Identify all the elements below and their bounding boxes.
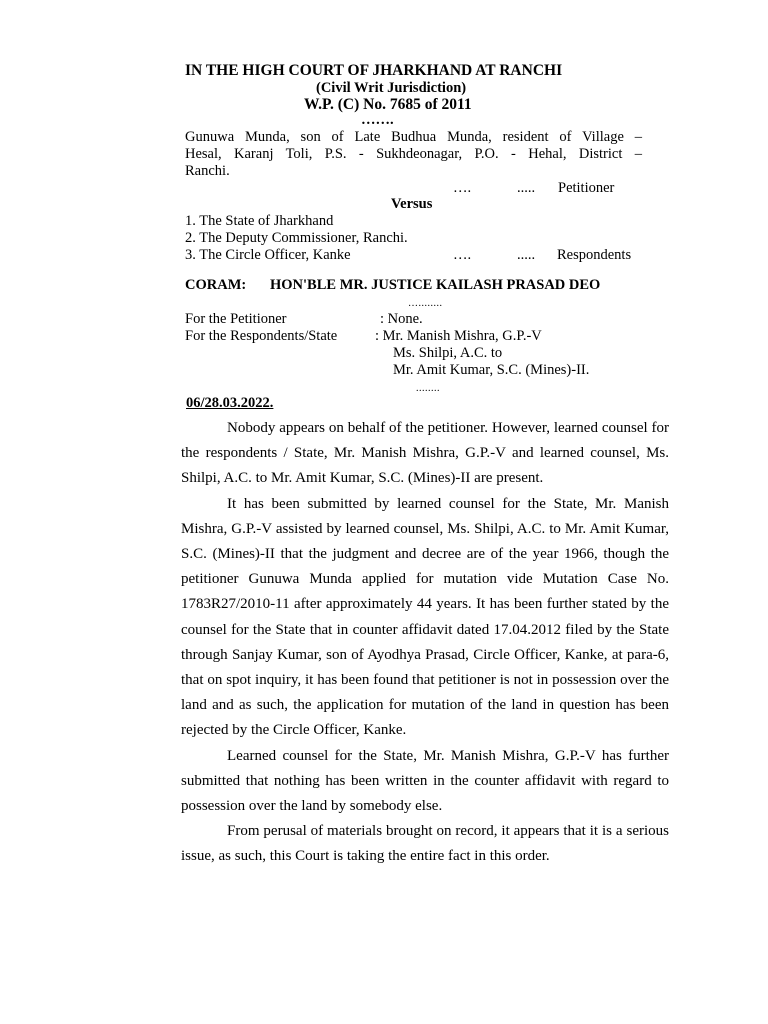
order-paragraph-1: Nobody appears on behalf of the petitioner. However, learned counsel for the respondents / State, Mr. Manish Mishra, G.P.-V and learned counsel, Ms. Shilpi, A.C. to Mr. Amit Kumar, S.C. (Mines)-II are present.	[181, 420, 669, 487]
appearance-dots: ........	[416, 383, 440, 394]
coram-label: CORAM:	[185, 277, 247, 293]
respondent-3: 3. The Circle Officer, Kanke	[185, 247, 351, 263]
header-dots: …….	[361, 112, 394, 128]
order-paragraph-3: Learned counsel for the State, Mr. Manish Mishra, G.P.-V has further submitted that nothing has been written in the counter affidavit with regard to possession over the land by somebody else.	[181, 747, 669, 815]
respondent-1: 1. The State of Jharkhand	[185, 213, 334, 229]
respondents-dots-a: ….	[453, 247, 472, 263]
respondent-2: 2. The Deputy Commissioner, Ranchi.	[185, 230, 408, 246]
court-title: IN THE HIGH COURT OF JHARKHAND AT RANCHI	[185, 62, 563, 79]
respondents-counsel-value-3: Mr. Amit Kumar, S.C. (Mines)-II.	[393, 362, 590, 378]
versus: Versus	[391, 196, 433, 212]
petitioner-counsel-value: : None.	[380, 311, 423, 327]
respondents-dots-b: .....	[517, 247, 536, 263]
order-paragraph-4: From perusal of materials brought on record, it appears that it is a serious issue, as such, this Court is taking the entire fact in this order.	[181, 823, 669, 865]
respondents-counsel-value-1: : Mr. Manish Mishra, G.P.-V	[375, 328, 542, 344]
petitioner-line-3: Ranchi.	[185, 163, 230, 179]
petitioner-dots-b: .....	[517, 180, 536, 196]
case-number: W.P. (C) No. 7685 of 2011	[304, 96, 472, 113]
respondents-role: Respondents	[557, 247, 632, 263]
petitioner-counsel-label: For the Petitioner	[185, 311, 287, 327]
petitioner-line-2: Hesal, Karanj Toli, P.S. - Sukhdeonagar, P.O. - Hehal, District –	[185, 146, 642, 162]
petitioner-role: Petitioner	[558, 180, 615, 196]
coram-judge: HON'BLE MR. JUSTICE KAILASH PRASAD DEO	[270, 277, 601, 293]
jurisdiction: (Civil Writ Jurisdiction)	[316, 80, 467, 96]
petitioner-dots-a: ….	[453, 180, 472, 196]
order-body	[181, 416, 669, 870]
coram-dots: …........	[408, 298, 443, 309]
respondents-counsel-label: For the Respondents/State	[185, 328, 338, 344]
order-date: 06/28.03.2022.	[186, 395, 274, 411]
respondents-counsel-value-2: Ms. Shilpi, A.C. to	[393, 345, 503, 361]
petitioner-line-1: Gunuwa Munda, son of Late Budhua Munda, resident of Village –	[185, 129, 642, 145]
order-paragraph-2: It has been submitted by learned counsel for the State, Mr. Manish Mishra, G.P.-V assisted by learned counsel, Ms. Shilpi, A.C. to Mr. Amit Kumar, S.C. (Mines)-II that the judgment and decree are of the year 1966, though the petitioner Gunuwa Munda applied for mutation vide Mutation Case No. 1783R27/2010-11 after approximately 44 years. It has been further stated by the counsel for the State that in counter affidavit dated 17.04.2012 filed by the State through Sanjay Kumar, son of Ayodhya Prasad, Circle Officer, Kanke, at para-6, that on spot inquiry, it has been found that petitioner is not in possession over the land and as such, the application for mutation of the land in question has been rejected by the Circle Officer, Kanke.	[181, 495, 669, 739]
